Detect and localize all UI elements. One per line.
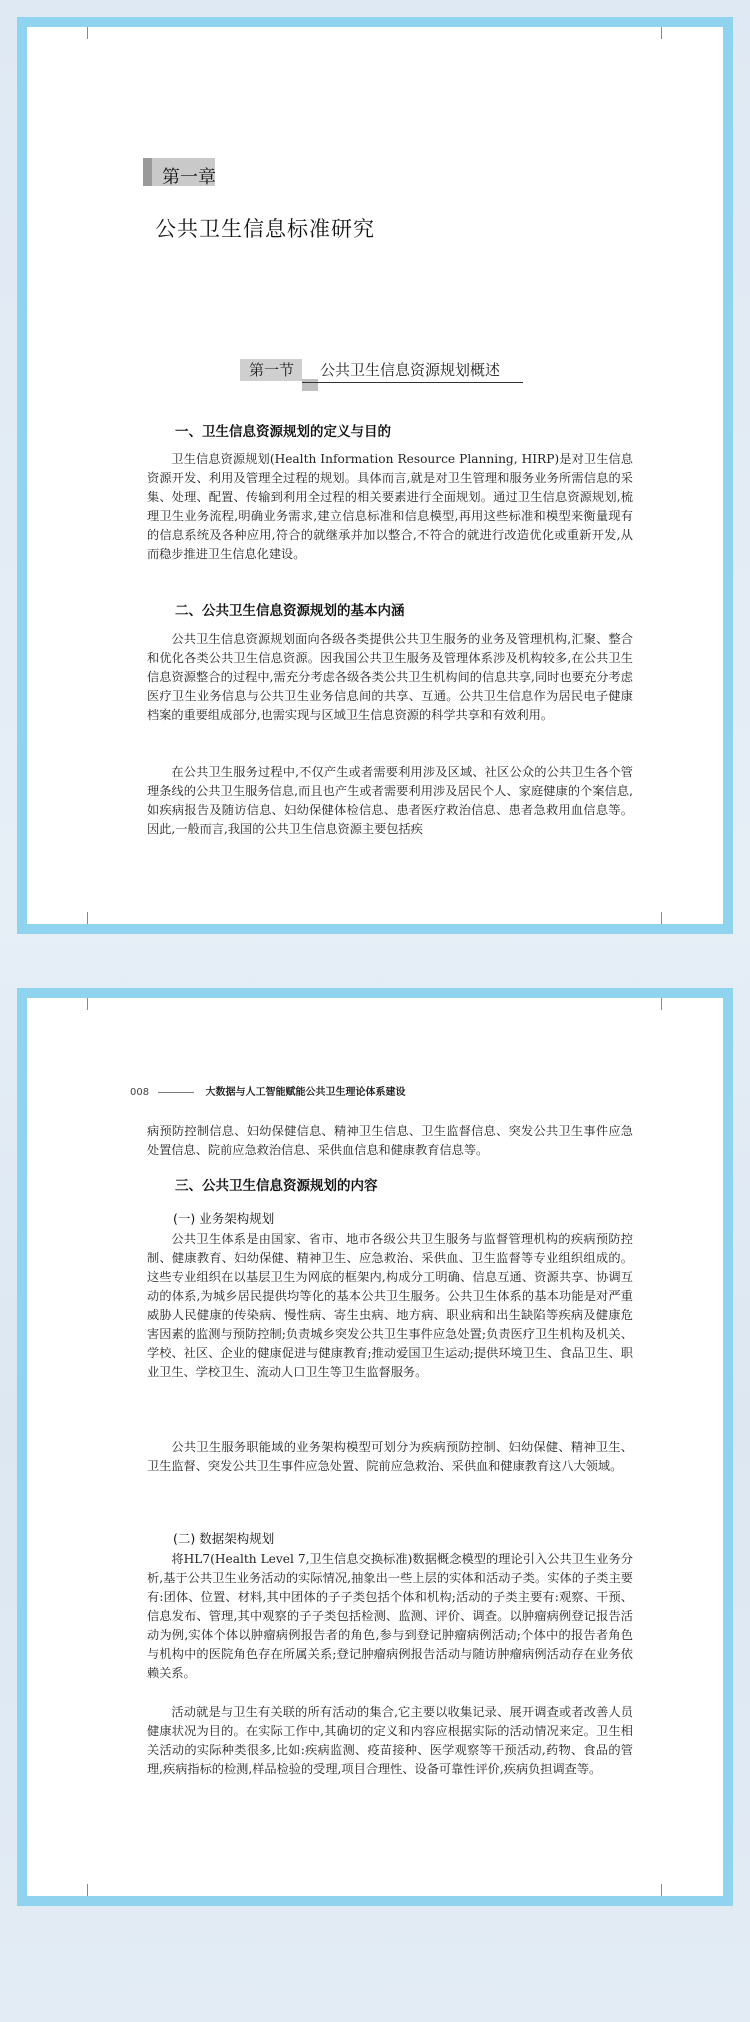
section-tab-decoration <box>302 379 318 391</box>
paragraph-definition: 卫生信息资源规划(Health Information Resource Planning, HIRP)是对卫生信息资源开发、利用及管理全过程的规划。具体而言,就是对卫生管理和服务业务所需信息的采集、处理、配置、传输到利用全过程的相关要素进行全面规划。通过卫生信息资源规划,梳理卫生业务流程,明确业务需求,建立信息标准和信息模型,再用这些标准和模型来衡量现有的信息系统及各种应用,符合的就继承并加以整合,不符合的就进行改造优化或重新开发,从而稳步推进卫生信息化建设。 <box>147 452 633 561</box>
section-number: 第一节 <box>249 361 295 379</box>
page-number: 008 <box>130 1087 150 1098</box>
running-header <box>130 1083 405 1098</box>
chapter-label: 第一章 <box>162 167 216 188</box>
crop-mark <box>661 27 662 39</box>
book-title: 大数据与人工智能赋能公共卫生理论体系建设 <box>205 1087 406 1098</box>
paragraph-business-domains: 公共卫生服务职能域的业务架构模型可划分为疾病预防控制、妇幼保健、精神卫生、卫生监督、突发公共卫生事件应急处置、院前应急救治、采供血和健康教育这八大领域。 <box>147 1440 633 1473</box>
paragraph-business-architecture: 公共卫生体系是由国家、省市、地市各级公共卫生服务与监督管理机构的疾病预防控制、健康教育、妇幼保健、精神卫生、应急救治、采供血、卫生监督等专业组织组成的。这些专业组织在以基层卫生为网底的框架内,构成分工明确、信息互通、资源共享、协调互动的体系,为城乡居民提供均等化的基本公共卫生服务。公共卫生体系的基本功能是对严重威胁人民健康的传染病、慢性病、寄生虫病、地方病、职业病和出生缺陷等疾病及健康危害因素的监测与预防控制;负责城乡突发公共卫生事件应急处置;负责医疗卫生机构及机关、学校、社区、企业的健康促进与健康教育;推动爱国卫生运动;提供环境卫生、食品卫生、职业卫生、学校卫生、流动人口卫生等卫生监督服务。 <box>147 1232 633 1379</box>
paragraph-activities: 活动就是与卫生有关联的所有活动的集合,它主要以收集记录、展开调查或者改善人员健康状况为目的。在实际工作中,其确切的定义和内容应根据实际的活动情况来定。卫生相关活动的实际种类很多,比如:疾病监测、疫苗接种、医学观察等干预活动,药物、食品的管理,疾病指标的检测,样品检验的受理,项目合理性、设备可靠性评价,疾病负担调查等。 <box>147 1705 633 1776</box>
subheading-business-architecture: (一) 业务架构规划 <box>173 1211 275 1226</box>
chapter-title: 公共卫生信息标准研究 <box>155 217 375 241</box>
crop-mark <box>661 1884 662 1896</box>
paragraph-data-architecture: 将HL7(Health Level 7,卫生信息交换标准)数据概念模型的理论引入公共卫生业务分析,基于公共卫生业务活动的实际情况,抽象出一些上层的实体和活动子类。实体的子类主要有:团体、位置、材料,其中团体的子子类包括个体和机构;活动的子类主要有:观察、干预、信息发布、管理,其中观察的子子类包括检测、监测、评价、调查。以肿瘤病例登记报告活动为例,实体个体以肿瘤病例报告者的角色,参与到登记肿瘤病例活动;个体中的报告者角色与机构中的医院角色存在所属关系;登记肿瘤病例报告活动与随访肿瘤病例活动存在业务依赖关系。 <box>147 1552 633 1680</box>
crop-mark <box>661 998 662 1010</box>
paragraph-continuation: 病预防控制信息、妇幼保健信息、精神卫生信息、卫生监督信息、突发公共卫生事件应急处置信息、院前应急救治信息、采供血信息和健康教育信息等。 <box>147 1124 633 1157</box>
crop-mark <box>87 998 88 1010</box>
crop-mark <box>661 912 662 924</box>
subheading-data-architecture: (二) 数据架构规划 <box>173 1531 275 1546</box>
crop-mark <box>87 27 88 39</box>
section-underline <box>302 382 523 383</box>
section-heading <box>240 357 523 395</box>
heading-definition: 一、卫生信息资源规划的定义与目的 <box>175 424 391 440</box>
header-rule <box>158 1092 194 1093</box>
paragraph-connotation-1: 公共卫生信息资源规划面向各级各类提供公共卫生服务的业务及管理机构,汇聚、整合和优化各类公共卫生信息资源。因我国公共卫生服务及管理体系涉及机构较多,在公共卫生信息资源整合的过程中,需充分考虑各级各类公共卫生机构间的信息共享,同时也要充分考虑医疗卫生业务信息与公共卫生业务信息间的共享、互通。公共卫生信息作为居民电子健康档案的重要组成部分,也需实现与区域卫生信息资源的科学共享和有效利用。 <box>147 632 633 722</box>
section-title: 公共卫生信息资源规划概述 <box>320 361 501 379</box>
crop-mark <box>87 912 88 924</box>
heading-content: 三、公共卫生信息资源规划的内容 <box>175 1178 378 1194</box>
book-page-1 <box>17 17 733 934</box>
crop-mark <box>87 1884 88 1896</box>
paragraph-connotation-2: 在公共卫生服务过程中,不仅产生或者需要利用涉及区域、社区公众的公共卫生各个管理条线的公共卫生服务信息,而且也产生或者需要利用涉及居民个人、家庭健康的个案信息,如疾病报告及随访信息、妇幼保健体检信息、患者医疗救治信息、患者急救用血信息等。因此,一般而言,我国的公共卫生信息资源主要包括疾 <box>147 765 633 836</box>
heading-connotation: 二、公共卫生信息资源规划的基本内涵 <box>175 603 405 619</box>
book-page-2 <box>17 988 733 1906</box>
